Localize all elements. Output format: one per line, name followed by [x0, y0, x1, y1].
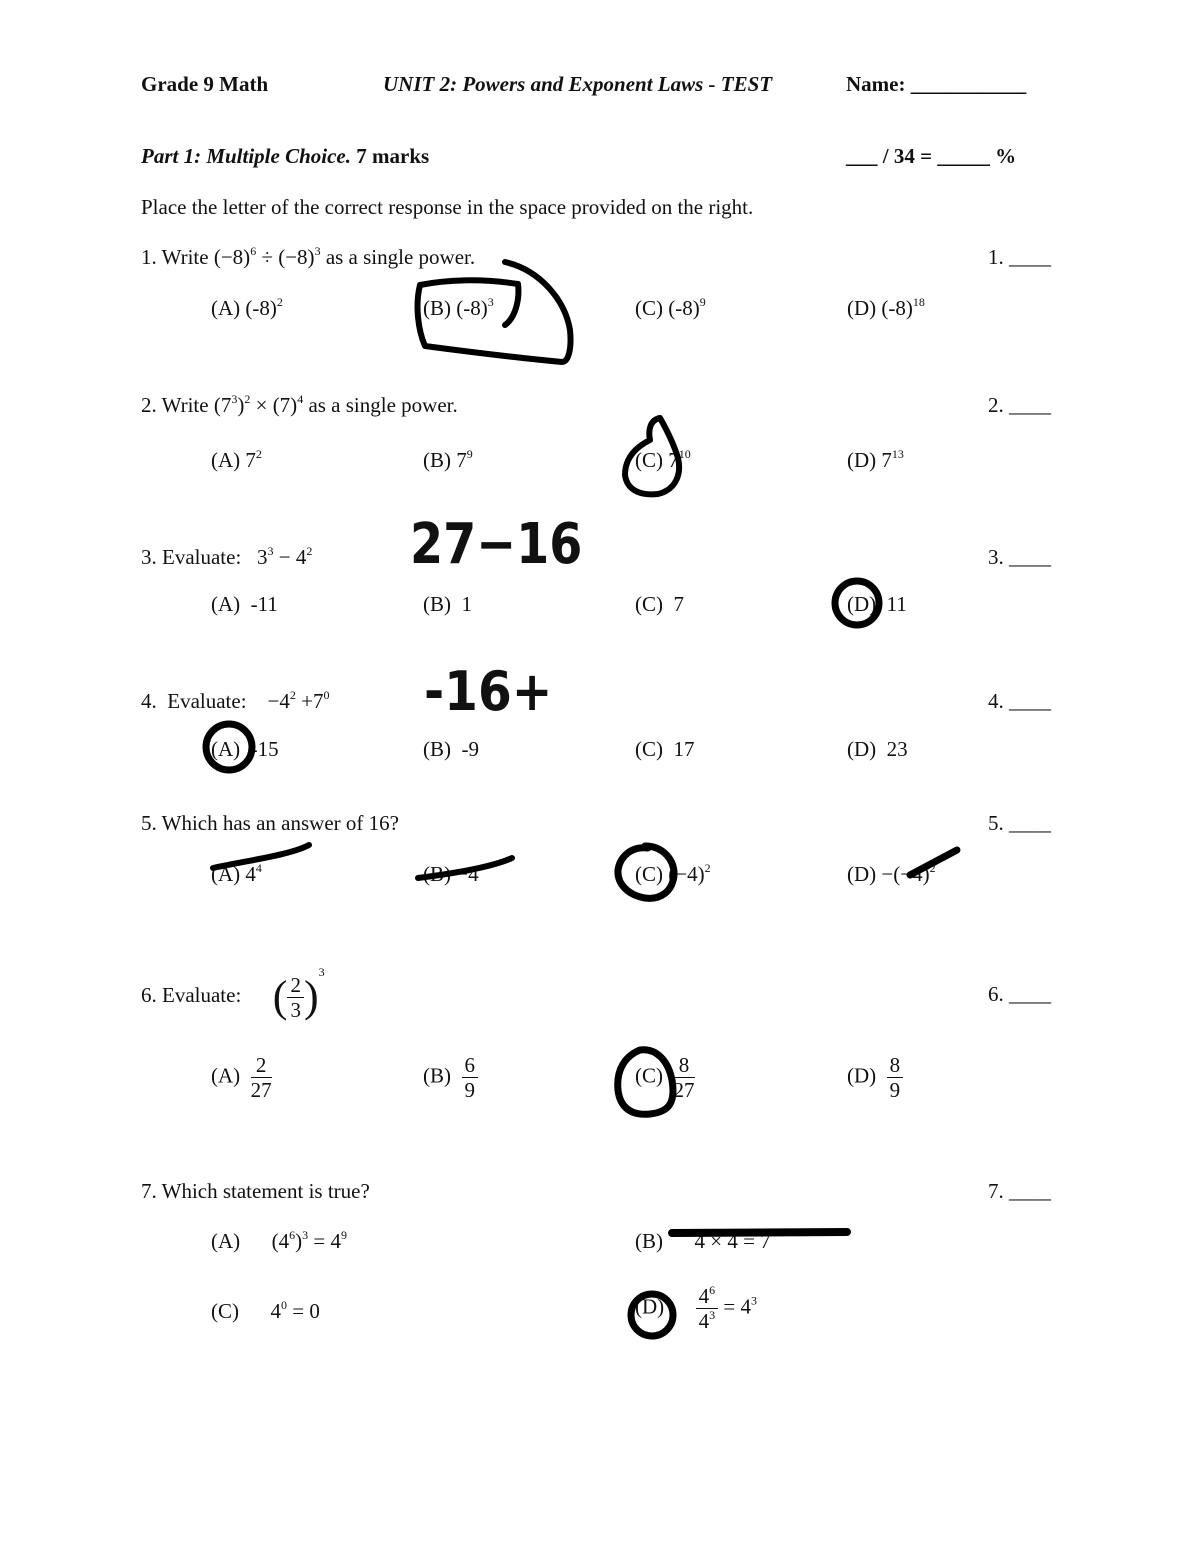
question-2-expression: $(7^3)^2 \times (7)^4$ — [213, 392, 304, 417]
question-4-expression: $-4^2 +7^0$ — [267, 688, 330, 713]
question-text: Which statement is true? — [161, 1179, 370, 1203]
q3-option-d[interactable]: (D) 11 — [847, 592, 907, 616]
score-blank: ___ — [846, 144, 878, 168]
q5-option-b[interactable]: (B) −4 — [423, 862, 479, 886]
question-number: 7. — [141, 1179, 157, 1203]
answer-line-5[interactable]: 5. ____ — [988, 811, 1051, 835]
q3-option-c[interactable]: (C) 7 — [635, 592, 684, 616]
question-number: 1. — [141, 245, 157, 269]
name-blank: ___________ — [910, 72, 1027, 96]
question-number: 4. — [141, 689, 157, 713]
q6-option-a[interactable]: (A) $\frac{2}{27}$ — [211, 1053, 272, 1102]
question-text: as a single power. — [308, 393, 458, 417]
q5-option-d[interactable]: $(D) -(-4)^2$ — [847, 861, 936, 886]
name-field — [846, 72, 1026, 97]
answer-line-7[interactable]: 7. ____ — [988, 1179, 1051, 1203]
instructions: Place the letter of the correct response in the space provided on the right. — [141, 195, 754, 219]
question-7-prompt — [141, 1179, 370, 1204]
score-box — [846, 144, 1016, 169]
q3-option-b[interactable]: (B) 1 — [423, 592, 472, 616]
question-text: Write — [161, 393, 209, 417]
q5-option-a[interactable]: (A) $4^4$ — [211, 861, 262, 886]
q7-option-b[interactable]: (B) 4 × 4 = 7 — [635, 1229, 771, 1253]
q1-option-b[interactable]: (B) $(-8)^3$ — [423, 295, 494, 320]
answer-line-4[interactable]: 4. ____ — [988, 689, 1051, 713]
q5-option-c[interactable]: (C) $(-4)^2$ — [635, 861, 711, 886]
question-6-expression: ( $\frac{2}{3}$ )$^3$ — [272, 965, 325, 1022]
question-text: Write — [161, 245, 209, 269]
answer-line-1[interactable]: 1. ____ — [988, 245, 1051, 269]
question-1-expression: $(-8)^6 \div (-8)^3$ — [213, 244, 321, 269]
question-text: as a single power. — [325, 245, 476, 269]
part-marks: 7 marks — [356, 144, 430, 168]
question-number: 6. — [141, 983, 157, 1007]
answer-line-2[interactable]: 2. ____ — [988, 393, 1051, 417]
question-text: Evaluate: — [162, 545, 242, 569]
unit-title: UNIT 2: Powers and Exponent Laws - TEST — [383, 72, 773, 96]
question-2-prompt — [141, 393, 458, 418]
q1-option-d[interactable]: (D) $(-8)^{18}$ — [847, 295, 925, 320]
question-text: Evaluate: — [167, 689, 247, 713]
q4-option-c[interactable]: (C) 17 — [635, 737, 695, 761]
q7-option-d[interactable]: (D) $\frac{4^6}{4^3}$ = $4^3$ — [635, 1283, 757, 1333]
q7-option-a[interactable]: (A) $(4^6)^3 = 4^9$ — [211, 1228, 347, 1253]
part-title — [141, 144, 429, 169]
q6-option-c[interactable]: (C) $\frac{8}{27}$ — [635, 1053, 695, 1102]
question-3-prompt — [141, 545, 312, 570]
q6-option-d[interactable]: (D) $\frac{8}{9}$ — [847, 1053, 903, 1102]
score-total: / 34 = — [882, 144, 933, 168]
question-5-prompt — [141, 811, 399, 836]
q6-option-b[interactable]: (B) $\frac{6}{9}$ — [423, 1053, 478, 1102]
question-text: Which has an answer of 16? — [161, 811, 399, 835]
question-1-prompt — [141, 245, 475, 270]
percent-sign: % — [995, 144, 1017, 168]
q4-option-d[interactable]: (D) 23 — [847, 737, 908, 761]
question-number: 2. — [141, 393, 157, 417]
question-text: Evaluate: — [162, 983, 242, 1007]
name-label: Name: — [846, 72, 906, 96]
q4-option-b[interactable]: (B) -9 — [423, 737, 479, 761]
question-3-expression: $3^3 - 4^2$ — [257, 544, 313, 569]
handwritten-work-q4: -16+ — [424, 660, 553, 723]
question-number: 3. — [141, 545, 157, 569]
answer-line-3[interactable]: 3. ____ — [988, 545, 1051, 569]
q2-option-d[interactable]: (D) $7^{13}$ — [847, 447, 904, 472]
part-label: Part 1: Multiple Choice. — [141, 144, 351, 168]
q3-option-a[interactable]: (A) -11 — [211, 592, 278, 616]
q1-option-c[interactable]: (C) $(-8)^9$ — [635, 295, 706, 320]
course-title: Grade 9 Math — [141, 72, 269, 96]
percent-blank: _____ — [937, 144, 990, 168]
q7-option-c[interactable]: (C) $4^0 = 0$ — [211, 1298, 320, 1323]
handwritten-work-q3: 27−16 — [410, 512, 583, 577]
q2-option-b[interactable]: (B) $7^9$ — [423, 447, 473, 472]
question-number: 5. — [141, 811, 157, 835]
q1-option-a[interactable]: (A) $(-8)^2$ — [211, 295, 283, 320]
question-4-prompt — [141, 689, 329, 714]
q4-option-a[interactable]: (A) -15 — [211, 737, 279, 761]
answer-line-6[interactable]: 6. ____ — [988, 982, 1051, 1006]
q2-option-a[interactable]: (A) $7^2$ — [211, 447, 262, 472]
question-6-prompt — [141, 966, 325, 1024]
q2-option-c[interactable]: (C) $7^{10}$ — [635, 447, 691, 472]
